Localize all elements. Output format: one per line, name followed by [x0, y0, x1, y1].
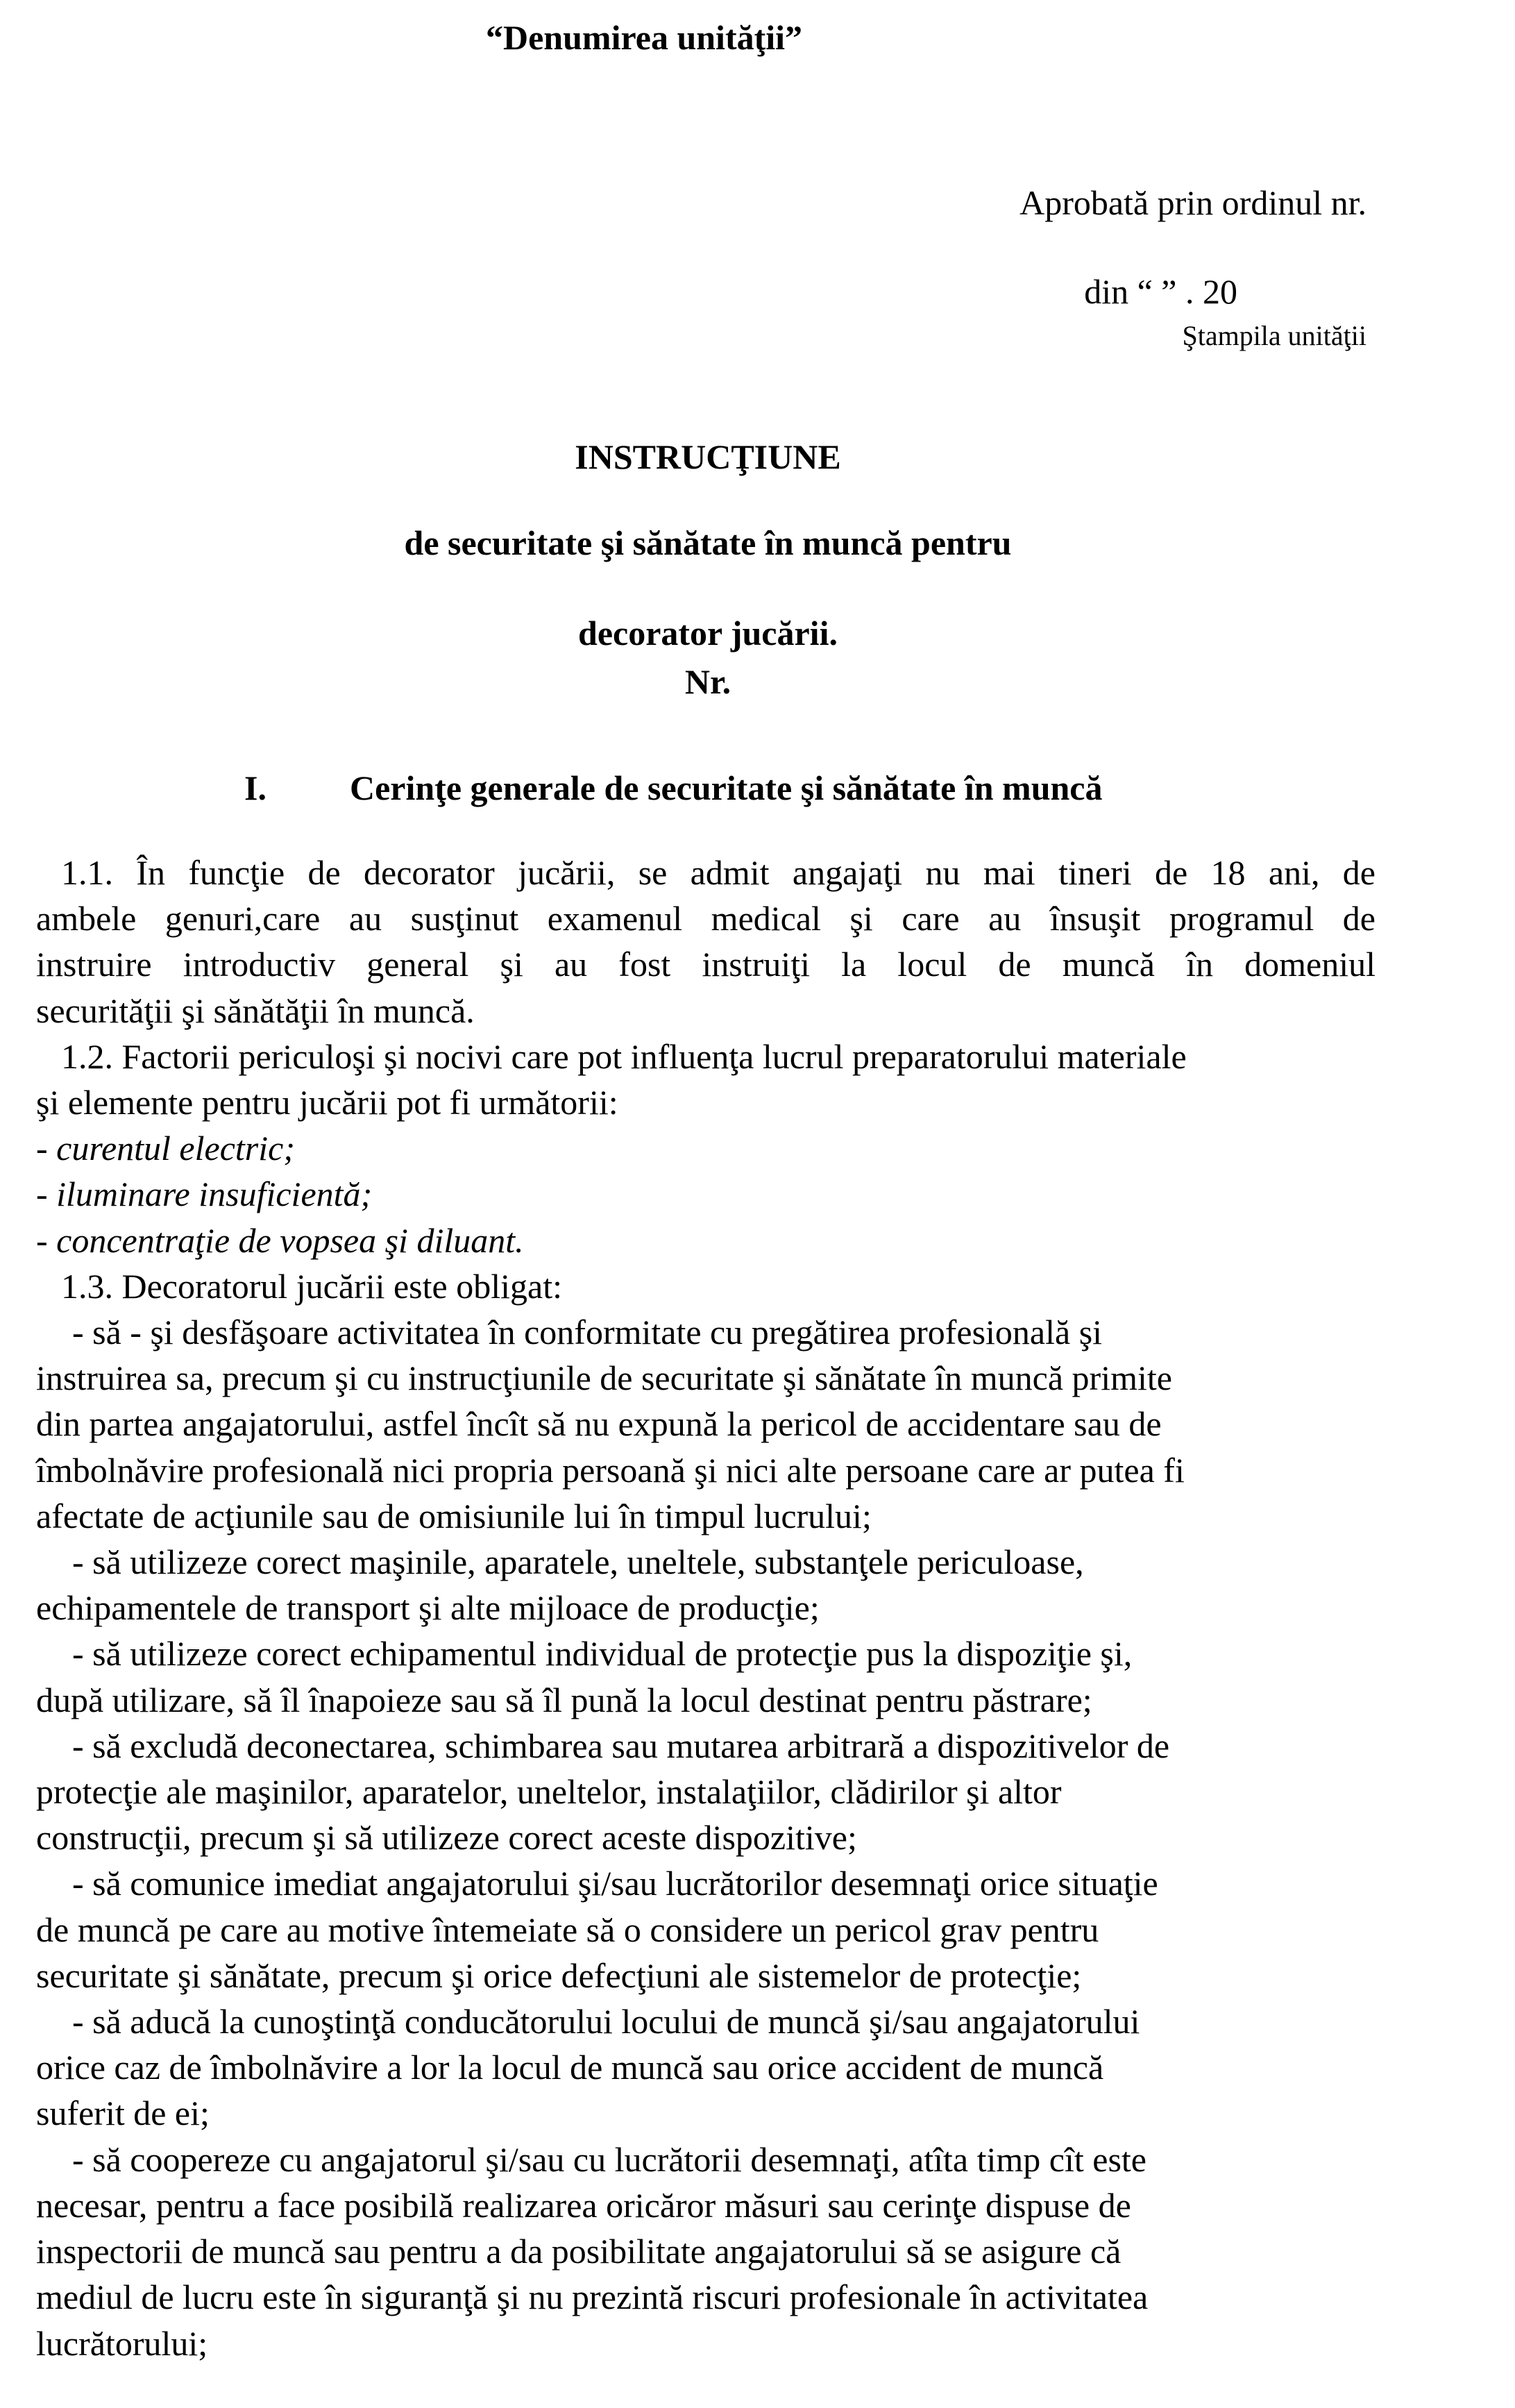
hazard-factor-item: - iluminare insuficientă; [36, 1174, 373, 1214]
paragraph-1-1-line: ambele genuri,care au susţinut examenul medical şi care au însuşit programul de [36, 899, 1376, 938]
obligation-item-line: după utilizare, să îl înapoieze sau să îl pună la locul destinat pentru păstrare; [36, 1680, 1092, 1719]
obligation-item-line: îmbolnăvire profesională nici propria persoană şi nici alte persoane care ar putea fi [36, 1450, 1185, 1490]
obligation-item-line: lucrătorului; [36, 2323, 208, 2363]
hazard-factor-item: - concentraţie de vopsea şi diluant. [36, 1220, 524, 1260]
obligation-item-line: inspectorii de muncă sau pentru a da posibilitate angajatorului să se asigure că [36, 2232, 1122, 2271]
document-title: INSTRUCŢIUNE [575, 437, 841, 476]
obligation-item-line: din partea angajatorului, astfel încît să nu expună la pericol de accidentare sau de [36, 1404, 1162, 1444]
obligation-item-line: construcţii, precum şi să utilizeze corect aceste dispozitive; [36, 1818, 857, 1858]
unit-stamp-label: Ştampila unităţii [1182, 320, 1366, 351]
obligation-item-line: protecţie ale maşinilor, aparatelor, uneltelor, instalaţiilor, clădirilor şi altor [36, 1772, 1062, 1812]
obligation-item-line: - să utilizeze corect echipamentul individual de protecţie pus la dispoziţie şi, [72, 1634, 1133, 1674]
obligation-item-line: - să excludă deconectarea, schimbarea sau mutarea arbitrară a dispozitivelor de [72, 1726, 1170, 1765]
paragraph-1-1-line: securităţii şi sănătăţii în muncă. [36, 991, 475, 1030]
hazard-factor-item: - curentul electric; [36, 1129, 295, 1168]
obligation-item-line: - să comunice imediat angajatorului şi/sau lucrătorilor desemnaţi orice situaţie [72, 1864, 1158, 1903]
obligation-item-line: echipamentele de transport şi alte mijloace de producţie; [36, 1588, 820, 1628]
obligation-item-line: - să coopereze cu angajatorul şi/sau cu lucrătorii desemnaţi, atîta timp cît este [72, 2139, 1146, 2179]
paragraph-1-3-intro: 1.3. Decoratorul jucării este obligat: [61, 1266, 562, 1306]
document-body [36, 850, 1376, 2366]
obligation-item-line: orice caz de îmbolnăvire a lor la locul de muncă sau orice accident de muncă [36, 2048, 1104, 2087]
obligation-item-line: mediul de lucru este în siguranţă şi nu prezintă riscuri profesionale în activitatea [36, 2278, 1149, 2317]
obligation-item-line: securitate şi sănătate, precum şi orice defecţiuni ale sistemelor de protecţie; [36, 1955, 1082, 1995]
section-number: I. [244, 768, 266, 807]
obligation-item-line: - să utilizeze corect maşinile, aparatele, uneltele, substanţele periculoase, [72, 1542, 1084, 1582]
obligation-item-line: necesar, pentru a face posibilă realizarea oricăror măsuri sau cerinţe dispuse de [36, 2185, 1131, 2225]
document-position: decorator jucării. [578, 614, 838, 652]
obligation-item-line: de muncă pe care au motive întemeiate să o considere un pericol grav pentru [36, 1910, 1099, 1949]
obligation-item-line: suferit de ei; [36, 2094, 210, 2133]
approval-date-line: din “ ” . 20 [1084, 272, 1237, 311]
paragraph-1-2-line: şi elemente pentru jucării pot fi următorii: [36, 1083, 618, 1122]
approval-order-line: Aprobată prin ordinul nr. [1019, 183, 1366, 222]
paragraph-1-1-line: instruire introductiv general şi au fost instruiţi la locul de muncă în domeniul [36, 945, 1376, 984]
section-heading [244, 767, 1103, 809]
section-title: Cerinţe generale de securitate şi sănătate în muncă [350, 768, 1103, 807]
paragraph-1-1-line: 1.1. În funcţie de decorator jucării, se admit angajaţi nu mai tineri de 18 ani, de [61, 853, 1376, 892]
obligation-item-line: afectate de acţiunile sau de omisiunile lui în timpul lucrului; [36, 1496, 872, 1535]
paragraph-1-2-line: 1.2. Factorii periculoşi şi nocivi care pot influenţa lucrul preparatorului materiale [61, 1036, 1187, 1076]
document-subtitle: de securitate şi sănătate în muncă pentru [404, 523, 1012, 562]
unit-name: “Denumirea unităţii” [486, 18, 803, 57]
obligation-item-line: - să - şi desfăşoare activitatea în conformitate cu pregătirea profesională şi [72, 1313, 1103, 1352]
obligation-item-line: instruirea sa, precum şi cu instrucţiunile de securitate şi sănătate în muncă primite [36, 1358, 1172, 1398]
obligation-item-line: - să aducă la cunoştinţă conducătorului locului de muncă şi/sau angajatorului [72, 2002, 1140, 2041]
document-number: Nr. [684, 662, 731, 701]
